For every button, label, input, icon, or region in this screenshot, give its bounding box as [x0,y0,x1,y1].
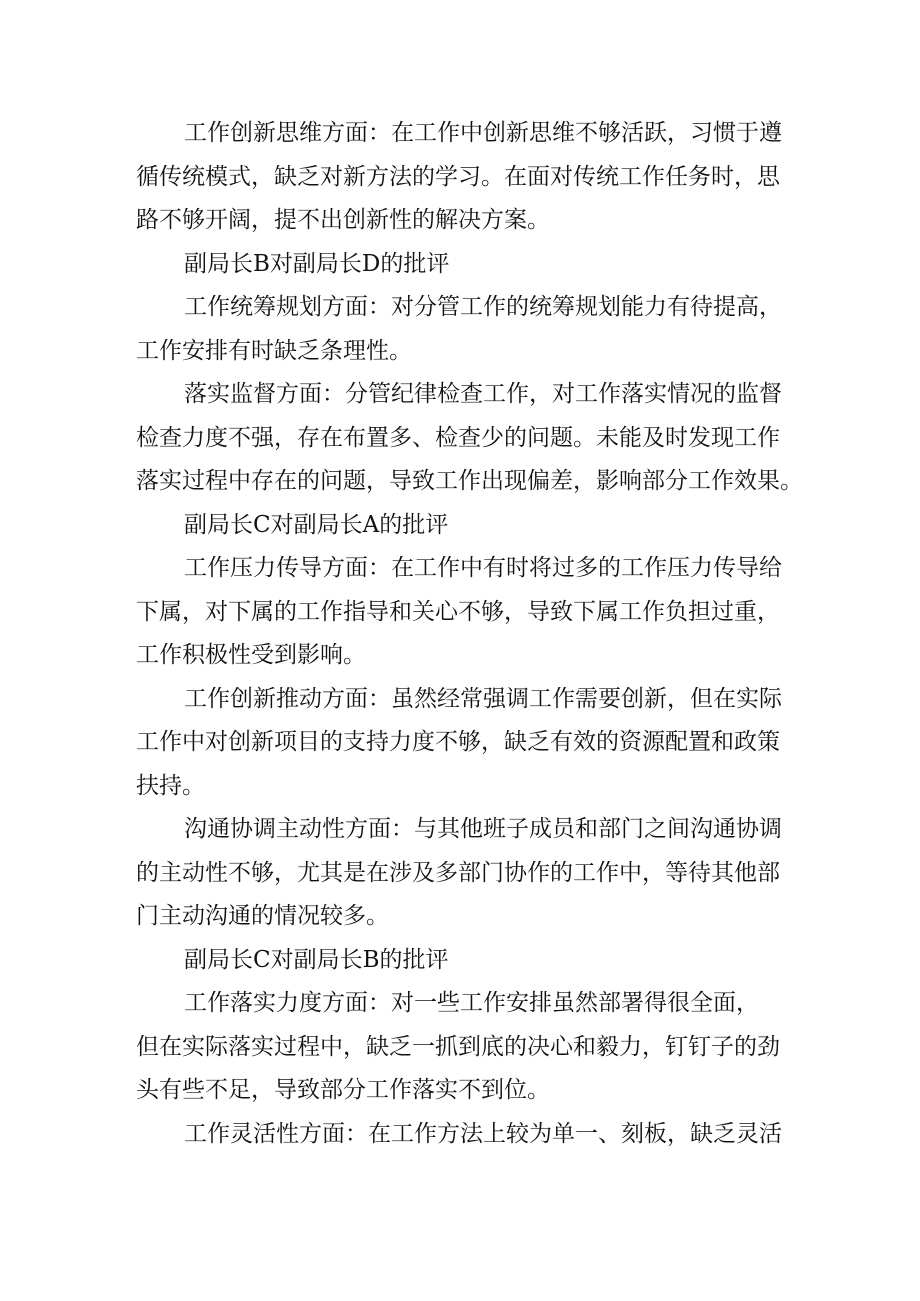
text-line: 循传统模式，缺乏对新方法的学习。在面对传统工作任务时，思 [136,163,780,190]
section-heading [136,504,792,548]
text-line: 工作安排有时缺乏条理性。 [136,337,412,364]
body-paragraph [136,373,803,504]
document-body [136,112,803,1156]
text-line: 下属，对下属的工作指导和关心不够，导致下属工作负担过重， [136,598,780,625]
text-line: 工作落实力度方面：对一些工作安排虽然部署得很全面， [184,990,759,1016]
body-paragraph [136,547,792,678]
text-line: 工作压力传导方面：在工作中有时将过多的工作压力传导给 [184,555,782,581]
text-line: 的主动性不够，尤其是在涉及多部门协作的工作中，等待其他部 [136,859,780,886]
body-paragraph [136,1113,792,1157]
text-line: 落实监督方面：分管纪律检查工作，对工作落实情况的监督 [184,381,782,407]
text-line: 检查力度不强，存在布置多、检查少的问题。未能及时发现工作 [136,424,780,451]
text-line: 工作统筹规划方面：对分管工作的统筹规划能力有待提高， [184,294,782,320]
text-line: 工作创新思维方面：在工作中创新思维不够活跃，习惯于遵 [184,120,782,146]
body-paragraph [136,678,792,809]
text-line: 门主动沟通的情况较多。 [136,903,389,929]
section-heading [136,939,792,983]
text-line: 工作中对创新项目的支持力度不够，缺乏有效的资源配置和政策 [136,729,780,755]
section-heading [136,243,792,287]
text-line: 副局长C对副局长B的批评 [184,946,449,973]
text-line: 但在实际落实过程中，缺乏一抓到底的决心和毅力，钉钉子的劲 [136,1033,780,1060]
body-paragraph [136,286,792,373]
text-line: 工作创新推动方面：虽然经常强调工作需要创新，但在实际 [184,685,782,712]
text-line: 头有些不足，导致部分工作落实不到位。 [136,1077,550,1103]
text-line: 副局长B对副局长D的批评 [184,250,450,277]
text-line: 扶持。 [136,772,205,799]
body-paragraph [136,112,792,243]
text-line: 落实过程中存在的问题，导致工作出现偏差，影响部分工作效果。 [136,468,803,494]
body-paragraph [136,808,792,939]
text-line: 工作灵活性方面：在工作方法上较为单一、刻板，缺乏灵活 [184,1120,782,1147]
text-line: 副局长C对副局长A的批评 [184,511,449,538]
text-line: 工作积极性受到影响。 [136,642,366,668]
body-paragraph [136,982,792,1113]
text-line: 路不够开阔，提不出创新性的解决方案。 [136,207,550,233]
text-line: 沟通协调主动性方面：与其他班子成员和部门之间沟通协调 [184,816,782,842]
